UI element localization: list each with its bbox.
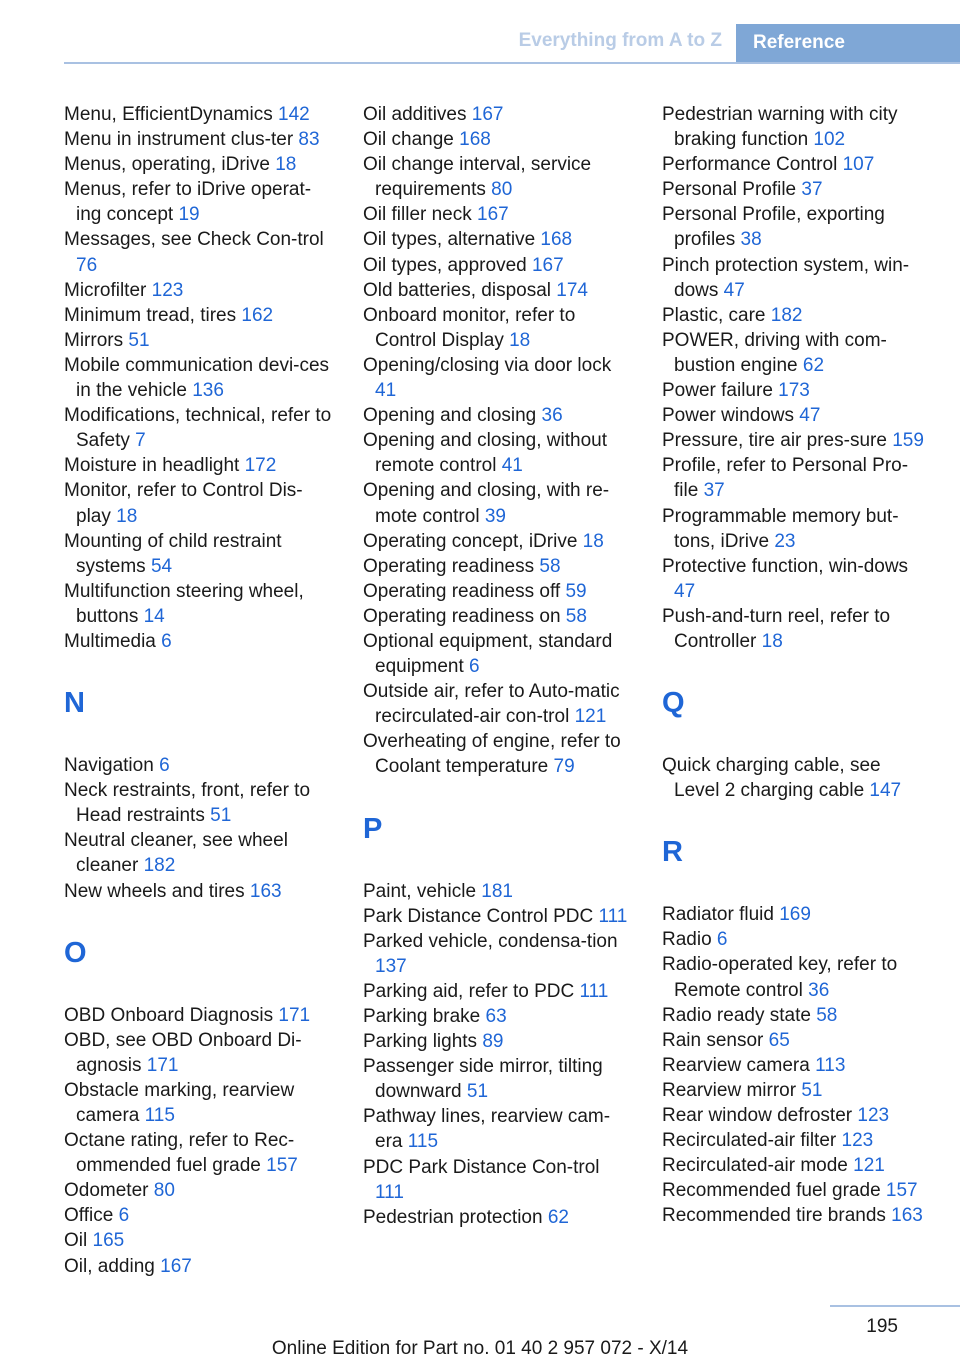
- page-reference-link[interactable]: 162: [241, 304, 274, 326]
- index-entry-text: Outside air, refer to Auto‐matic recirculated-air con‐trol: [363, 681, 620, 728]
- page-reference-link[interactable]: 168: [540, 229, 573, 251]
- index-entry: [662, 554, 930, 604]
- index-entry-text: Oil types, alternative: [363, 229, 541, 251]
- page-reference-link[interactable]: 142: [278, 104, 310, 125]
- index-entry: [64, 1178, 332, 1203]
- index-entry: [363, 1104, 631, 1154]
- page-reference-link[interactable]: 76: [76, 254, 98, 276]
- index-entry-text: Pedestrian protection: [363, 1206, 548, 1228]
- index-entry-text: Mirrors: [64, 329, 129, 351]
- index-entry-text: Rain sensor: [662, 1029, 769, 1051]
- index-entry: [64, 127, 332, 152]
- index-entry: [662, 1028, 930, 1053]
- index-entry: [363, 253, 631, 278]
- page-reference-link[interactable]: 37: [703, 480, 725, 502]
- index-entry: [64, 1028, 332, 1078]
- index-entry-text: Oil change: [363, 129, 460, 151]
- index-entry-text: Protective function, win‐dows: [662, 555, 909, 577]
- index-entry: [64, 879, 332, 904]
- index-entry-text: Rearview mirror: [662, 1079, 802, 1101]
- index-entry-text: Menus, refer to iDrive operat‐ing concept: [64, 179, 312, 226]
- index-entry: [662, 927, 930, 952]
- index-entry-text: Messages, see Check Con‐trol: [64, 229, 324, 251]
- page-reference-link[interactable]: 18: [509, 329, 531, 351]
- index-entry: [363, 1205, 631, 1230]
- index-entry: [363, 679, 631, 729]
- index-entry-text: Rear window defroster: [662, 1105, 858, 1126]
- index-entry: [64, 303, 332, 328]
- index-entry-text: Plastic, care: [662, 304, 771, 326]
- chapter-tab: Reference: [736, 24, 960, 62]
- index-entry: [64, 1078, 332, 1128]
- index-entry: [363, 529, 631, 554]
- page-reference-link[interactable]: 123: [151, 279, 184, 301]
- page-reference-link[interactable]: 47: [674, 580, 696, 602]
- index-entry-text: OBD Onboard Diagnosis: [64, 1004, 279, 1026]
- index-entry-text: Parking brake: [363, 1006, 486, 1027]
- index-entry-text: POWER, driving with com‐bustion engine: [662, 329, 887, 376]
- index-entry-text: Octane rating, refer to Rec‐ommended fuel grade: [64, 1130, 295, 1177]
- index-entry-text: Office: [64, 1205, 119, 1227]
- index-entry-text: Pedestrian warning with city braking function: [662, 104, 898, 151]
- index-entry-text: Oil: [64, 1230, 93, 1252]
- index-entry: [64, 1254, 332, 1279]
- page-reference-link[interactable]: 137: [375, 955, 407, 977]
- index-entry: [363, 904, 631, 929]
- page-reference-link[interactable]: 80: [153, 1180, 175, 1202]
- index-entry-text: Opening and closing, with re‐mote control: [363, 480, 610, 527]
- index-entry-text: Recommended tire brands: [662, 1205, 892, 1227]
- page-reference-link[interactable]: 163: [249, 880, 282, 902]
- page-reference-link[interactable]: 123: [841, 1130, 874, 1152]
- index-entry: [363, 102, 631, 127]
- index-entry: [363, 478, 631, 528]
- index-entry: [662, 1203, 930, 1228]
- index-entry: [363, 729, 631, 779]
- index-entry-text: Personal Profile, exporting profiles: [662, 204, 885, 251]
- page-reference-link[interactable]: 111: [375, 1181, 404, 1203]
- index-entry: [64, 278, 332, 303]
- page-reference-link[interactable]: 47: [723, 279, 745, 301]
- index-entry: [64, 1003, 332, 1028]
- index-entry: [64, 579, 332, 629]
- index-entry: [363, 1004, 631, 1029]
- index-entry-text: Push-and-turn reel, refer to Controller: [662, 605, 891, 652]
- index-entry-text: OBD, see OBD Onboard Di‐agnosis: [64, 1029, 302, 1076]
- page-reference-link[interactable]: 159: [892, 430, 924, 452]
- index-entry: [363, 1054, 631, 1104]
- footer-rule: [830, 1305, 960, 1307]
- page-reference-link[interactable]: 181: [481, 880, 513, 902]
- index-entry-text: Modifications, technical, refer to Safety: [64, 405, 332, 452]
- page-reference-link[interactable]: 167: [531, 254, 564, 276]
- page-reference-link[interactable]: 102: [813, 129, 846, 151]
- index-entry-text: Monitor, refer to Control Dis‐play: [64, 480, 303, 527]
- index-entry: [662, 152, 930, 177]
- section-title: Everything from A to Z: [518, 30, 722, 51]
- index-entry: [662, 253, 930, 303]
- page-reference-link[interactable]: 51: [210, 805, 232, 827]
- page-reference-link[interactable]: 111: [579, 980, 609, 1002]
- index-entry: [363, 127, 631, 152]
- index-entry-text: Programmable memory but‐tons, iDrive: [662, 505, 899, 552]
- index-entry-text: Minimum tread, tires: [64, 304, 242, 326]
- page-reference-link[interactable]: 172: [244, 455, 277, 477]
- index-entry-text: Park Distance Control PDC: [363, 905, 599, 927]
- page-reference-link[interactable]: 107: [842, 154, 875, 176]
- page-reference-link[interactable]: 18: [761, 630, 783, 652]
- index-entry: [662, 328, 930, 378]
- page-reference-link[interactable]: 54: [150, 555, 173, 577]
- index-entry: [662, 753, 930, 803]
- index-entry-text: Profile, refer to Personal Pro‐file: [662, 455, 909, 502]
- index-entry: [64, 403, 332, 453]
- index-entry-text: Old batteries, disposal: [363, 279, 557, 301]
- page-reference-link[interactable]: 83: [298, 129, 320, 151]
- index-entry: [363, 629, 631, 679]
- page-reference-link[interactable]: 167: [471, 104, 504, 125]
- index-entry-text: Pressure, tire air pres‐sure: [662, 430, 893, 452]
- index-entry: [662, 952, 930, 1002]
- index-entry: [64, 227, 332, 277]
- page-reference-link[interactable]: 147: [869, 780, 902, 802]
- index-entry: [662, 202, 930, 252]
- index-entry-text: Radio-operated key, refer to Remote control: [662, 954, 898, 1001]
- page-reference-link[interactable]: 171: [278, 1004, 311, 1026]
- index-entry: [64, 778, 332, 828]
- index-entry-text: Overheating of engine, refer to Coolant temperature: [363, 731, 621, 778]
- index-entry: [64, 629, 332, 654]
- index-entry-text: Operating concept, iDrive: [363, 530, 583, 552]
- index-entry: [363, 152, 631, 202]
- page-reference-link[interactable]: 36: [808, 979, 830, 1001]
- page-reference-link[interactable]: 113: [815, 1054, 846, 1076]
- index-entry: [363, 202, 631, 227]
- page-reference-link[interactable]: 58: [539, 555, 561, 577]
- index-entry: [363, 554, 631, 579]
- page-reference-link[interactable]: 169: [779, 904, 811, 926]
- page-reference-link[interactable]: 157: [266, 1155, 298, 1177]
- index-entry-text: Recommended fuel grade: [662, 1180, 886, 1202]
- index-entry-text: Opening/closing via door lock: [363, 354, 612, 376]
- page-reference-link[interactable]: 6: [161, 630, 172, 652]
- index-entry-text: Onboard monitor, refer to Control Display: [363, 304, 576, 351]
- page-reference-link[interactable]: 51: [128, 329, 150, 351]
- index-letter-heading: Q: [662, 687, 685, 720]
- page-reference-link[interactable]: 65: [768, 1029, 790, 1051]
- page-reference-link[interactable]: 18: [116, 505, 138, 527]
- index-entry-text: Odometer: [64, 1180, 154, 1202]
- index-entry-text: Microfilter: [64, 279, 152, 301]
- index-entry-text: Quick charging cable, see Level 2 charging cable: [662, 755, 881, 802]
- index-entry-text: Paint, vehicle: [363, 880, 482, 902]
- index-entry: [662, 303, 930, 328]
- index-entry: [64, 478, 332, 528]
- page-reference-link[interactable]: 6: [159, 755, 170, 777]
- page-reference-link[interactable]: 167: [160, 1255, 192, 1277]
- index-entry: [363, 303, 631, 353]
- index-entry-text: Oil filler neck: [363, 204, 478, 226]
- page-reference-link[interactable]: 51: [466, 1081, 489, 1103]
- page-reference-link[interactable]: 79: [553, 756, 575, 778]
- index-entry-text: Menu, EfficientDynamics: [64, 104, 279, 125]
- index-entry-text: Pinch protection system, win‐dows: [662, 254, 910, 301]
- page-number: 195: [866, 1316, 898, 1337]
- index-entry-text: Oil additives: [363, 104, 472, 125]
- index-entry-text: Parking aid, refer to PDC: [363, 980, 580, 1002]
- page-reference-link[interactable]: 121: [853, 1155, 885, 1177]
- index-entry: [363, 353, 631, 403]
- edition-note: Online Edition for Part no. 01 40 2 957 072 - X/14: [271, 1338, 689, 1359]
- index-entry: [64, 828, 332, 878]
- index-letter-heading: O: [64, 936, 87, 969]
- index-entry-text: Radio: [662, 929, 717, 951]
- index-entry-text: Oil change interval, service requirements: [363, 154, 592, 201]
- index-entry: [662, 102, 930, 152]
- index-entry-text: Menu in instrument clus‐ter: [64, 129, 299, 151]
- index-entry-text: Neutral cleaner, see wheel cleaner: [64, 830, 288, 877]
- index-entry: [662, 378, 930, 403]
- index-entry: [363, 278, 631, 303]
- page-reference-link[interactable]: 62: [547, 1206, 569, 1228]
- page-reference-link[interactable]: 19: [178, 204, 200, 226]
- index-entry: [64, 353, 332, 403]
- page-reference-link[interactable]: 14: [143, 605, 165, 627]
- index-entry-text: Mobile communication devi‐ces in the vehicle: [64, 354, 330, 402]
- index-entry-text: Power windows: [662, 405, 800, 427]
- index-entry: [363, 428, 631, 478]
- index-entry-text: Operating readiness on: [363, 605, 566, 627]
- index-entry-text: Radiator fluid: [662, 904, 780, 926]
- index-entry-text: Optional equipment, standard equipment: [363, 630, 613, 678]
- index-entry-text: PDC Park Distance Con‐trol: [363, 1156, 600, 1178]
- page-reference-link[interactable]: 168: [459, 129, 491, 151]
- index-entry-text: Mounting of child restraint systems: [64, 530, 282, 577]
- index-entry: [64, 1228, 332, 1253]
- index-entry: [662, 403, 930, 428]
- index-entry: [64, 102, 332, 127]
- page-reference-link[interactable]: 121: [574, 706, 607, 728]
- index-entry: [662, 1078, 930, 1103]
- page-reference-link[interactable]: 6: [118, 1205, 130, 1227]
- index-entry-text: Multimedia: [64, 630, 162, 652]
- index-entry: [662, 1128, 930, 1153]
- index-letter-heading: R: [662, 836, 683, 869]
- index-entry-text: Rearview camera: [662, 1054, 816, 1076]
- index-entry: [363, 579, 631, 604]
- page-reference-link[interactable]: 174: [556, 279, 588, 301]
- index-entry: [662, 177, 930, 202]
- index-entry-text: Operating readiness: [363, 555, 540, 577]
- index-entry-text: Opening and closing: [363, 405, 542, 427]
- index-entry-text: Passenger side mirror, tilting downward: [363, 1056, 603, 1103]
- index-entry-text: Opening and closing, without remote control: [363, 430, 607, 477]
- index-entry: [64, 1203, 332, 1228]
- page-reference-link[interactable]: 41: [375, 380, 397, 402]
- page-reference-link[interactable]: 18: [582, 530, 604, 552]
- index-column-1: [64, 102, 332, 1279]
- index-entry: [662, 1103, 930, 1128]
- index-entry: [363, 604, 631, 629]
- index-column-2: [363, 102, 631, 1230]
- index-entry: [662, 504, 930, 554]
- page-reference-link[interactable]: 111: [598, 905, 628, 927]
- index-entry: [363, 1029, 631, 1054]
- page-reference-link[interactable]: 37: [801, 179, 823, 201]
- page-reference-link[interactable]: 41: [501, 455, 523, 477]
- index-column-3: [662, 102, 930, 1228]
- index-entry-text: Navigation: [64, 755, 160, 777]
- page-header: [0, 0, 960, 64]
- page-reference-link[interactable]: 89: [482, 1031, 504, 1053]
- index-entry-text: Personal Profile: [662, 179, 802, 201]
- page-reference-link[interactable]: 163: [891, 1205, 923, 1227]
- page-reference-link[interactable]: 115: [144, 1105, 175, 1126]
- index-entry: [662, 1178, 930, 1203]
- index-entry-text: New wheels and tires: [64, 880, 250, 902]
- index-entry-text: Oil types, approved: [363, 254, 532, 276]
- page-reference-link[interactable]: 115: [407, 1131, 439, 1153]
- index-entry: [363, 979, 631, 1004]
- page-reference-link[interactable]: 157: [885, 1180, 918, 1202]
- index-entry: [662, 1053, 930, 1078]
- index-entry: [363, 1155, 631, 1205]
- index-entry-text: Obstacle marking, rearview camera: [64, 1079, 295, 1126]
- page-reference-link[interactable]: 63: [485, 1006, 507, 1027]
- index-entry-text: Performance Control: [662, 154, 843, 176]
- page-reference-link[interactable]: 62: [802, 354, 825, 376]
- page-reference-link[interactable]: 6: [469, 656, 480, 678]
- index-entry-text: Moisture in headlight: [64, 455, 245, 477]
- index-entry: [64, 152, 332, 177]
- page-reference-link[interactable]: 136: [192, 380, 224, 402]
- page-reference-link[interactable]: 7: [135, 430, 146, 452]
- page-reference-link[interactable]: 167: [477, 204, 509, 226]
- index-entry-text: Pathway lines, rearview cam‐era: [363, 1106, 611, 1153]
- index-entry-text: Oil, adding: [64, 1255, 161, 1277]
- page-reference-link[interactable]: 38: [740, 229, 762, 251]
- page-reference-link[interactable]: 171: [146, 1054, 179, 1076]
- page-reference-link[interactable]: 23: [774, 530, 796, 552]
- page-reference-link[interactable]: 182: [143, 855, 176, 877]
- index-entry: [363, 403, 631, 428]
- index-entry: [662, 902, 930, 927]
- page-reference-link[interactable]: 6: [716, 929, 728, 951]
- index-entry: [64, 529, 332, 579]
- index-entry-text: Neck restraints, front, refer to Head restraints: [64, 780, 311, 827]
- page-reference-link[interactable]: 51: [801, 1079, 823, 1101]
- index-entry: [662, 1003, 930, 1028]
- index-entry: [662, 453, 930, 503]
- page-reference-link[interactable]: 36: [541, 405, 563, 427]
- page-reference-link[interactable]: 123: [857, 1105, 890, 1126]
- index-letter-heading: N: [64, 687, 85, 720]
- index-entry: [64, 1128, 332, 1178]
- page-reference-link[interactable]: 18: [275, 154, 297, 176]
- index-entry-text: Radio ready state: [662, 1004, 817, 1026]
- page-reference-link[interactable]: 39: [484, 505, 506, 527]
- index-entry-text: Multifunction steering wheel, buttons: [64, 580, 304, 627]
- index-entry: [64, 177, 332, 227]
- page-reference-link[interactable]: 165: [92, 1230, 125, 1252]
- index-letter-heading: P: [363, 812, 383, 845]
- header-rule: [64, 62, 960, 64]
- page-reference-link[interactable]: 182: [770, 304, 803, 326]
- index-entry: [64, 328, 332, 353]
- index-entry-text: Power failure: [662, 380, 779, 402]
- index-entry-text: Parking lights: [363, 1031, 483, 1053]
- index-entry: [64, 453, 332, 478]
- page-reference-link[interactable]: 59: [565, 580, 587, 602]
- index-entry-text: Recirculated-air filter: [662, 1130, 842, 1152]
- page-reference-link[interactable]: 80: [491, 179, 513, 201]
- index-entry: [662, 604, 930, 654]
- index-entry: [363, 227, 631, 252]
- page-reference-link[interactable]: 58: [816, 1004, 838, 1026]
- index-entry: [662, 1153, 930, 1178]
- page-reference-link[interactable]: 47: [799, 405, 821, 427]
- page-reference-link[interactable]: 58: [565, 605, 587, 627]
- index-entry: [662, 428, 930, 453]
- page-reference-link[interactable]: 173: [778, 380, 810, 402]
- index-entry-text: Recirculated-air mode: [662, 1155, 854, 1177]
- index-entry: [363, 929, 631, 979]
- index-entry-text: Operating readiness off: [363, 580, 566, 602]
- index-entry-text: Parked vehicle, condensa‐tion: [363, 930, 618, 952]
- index-entry: [363, 879, 631, 904]
- index-entry: [64, 753, 332, 778]
- index-entry-text: Menus, operating, iDrive: [64, 154, 276, 176]
